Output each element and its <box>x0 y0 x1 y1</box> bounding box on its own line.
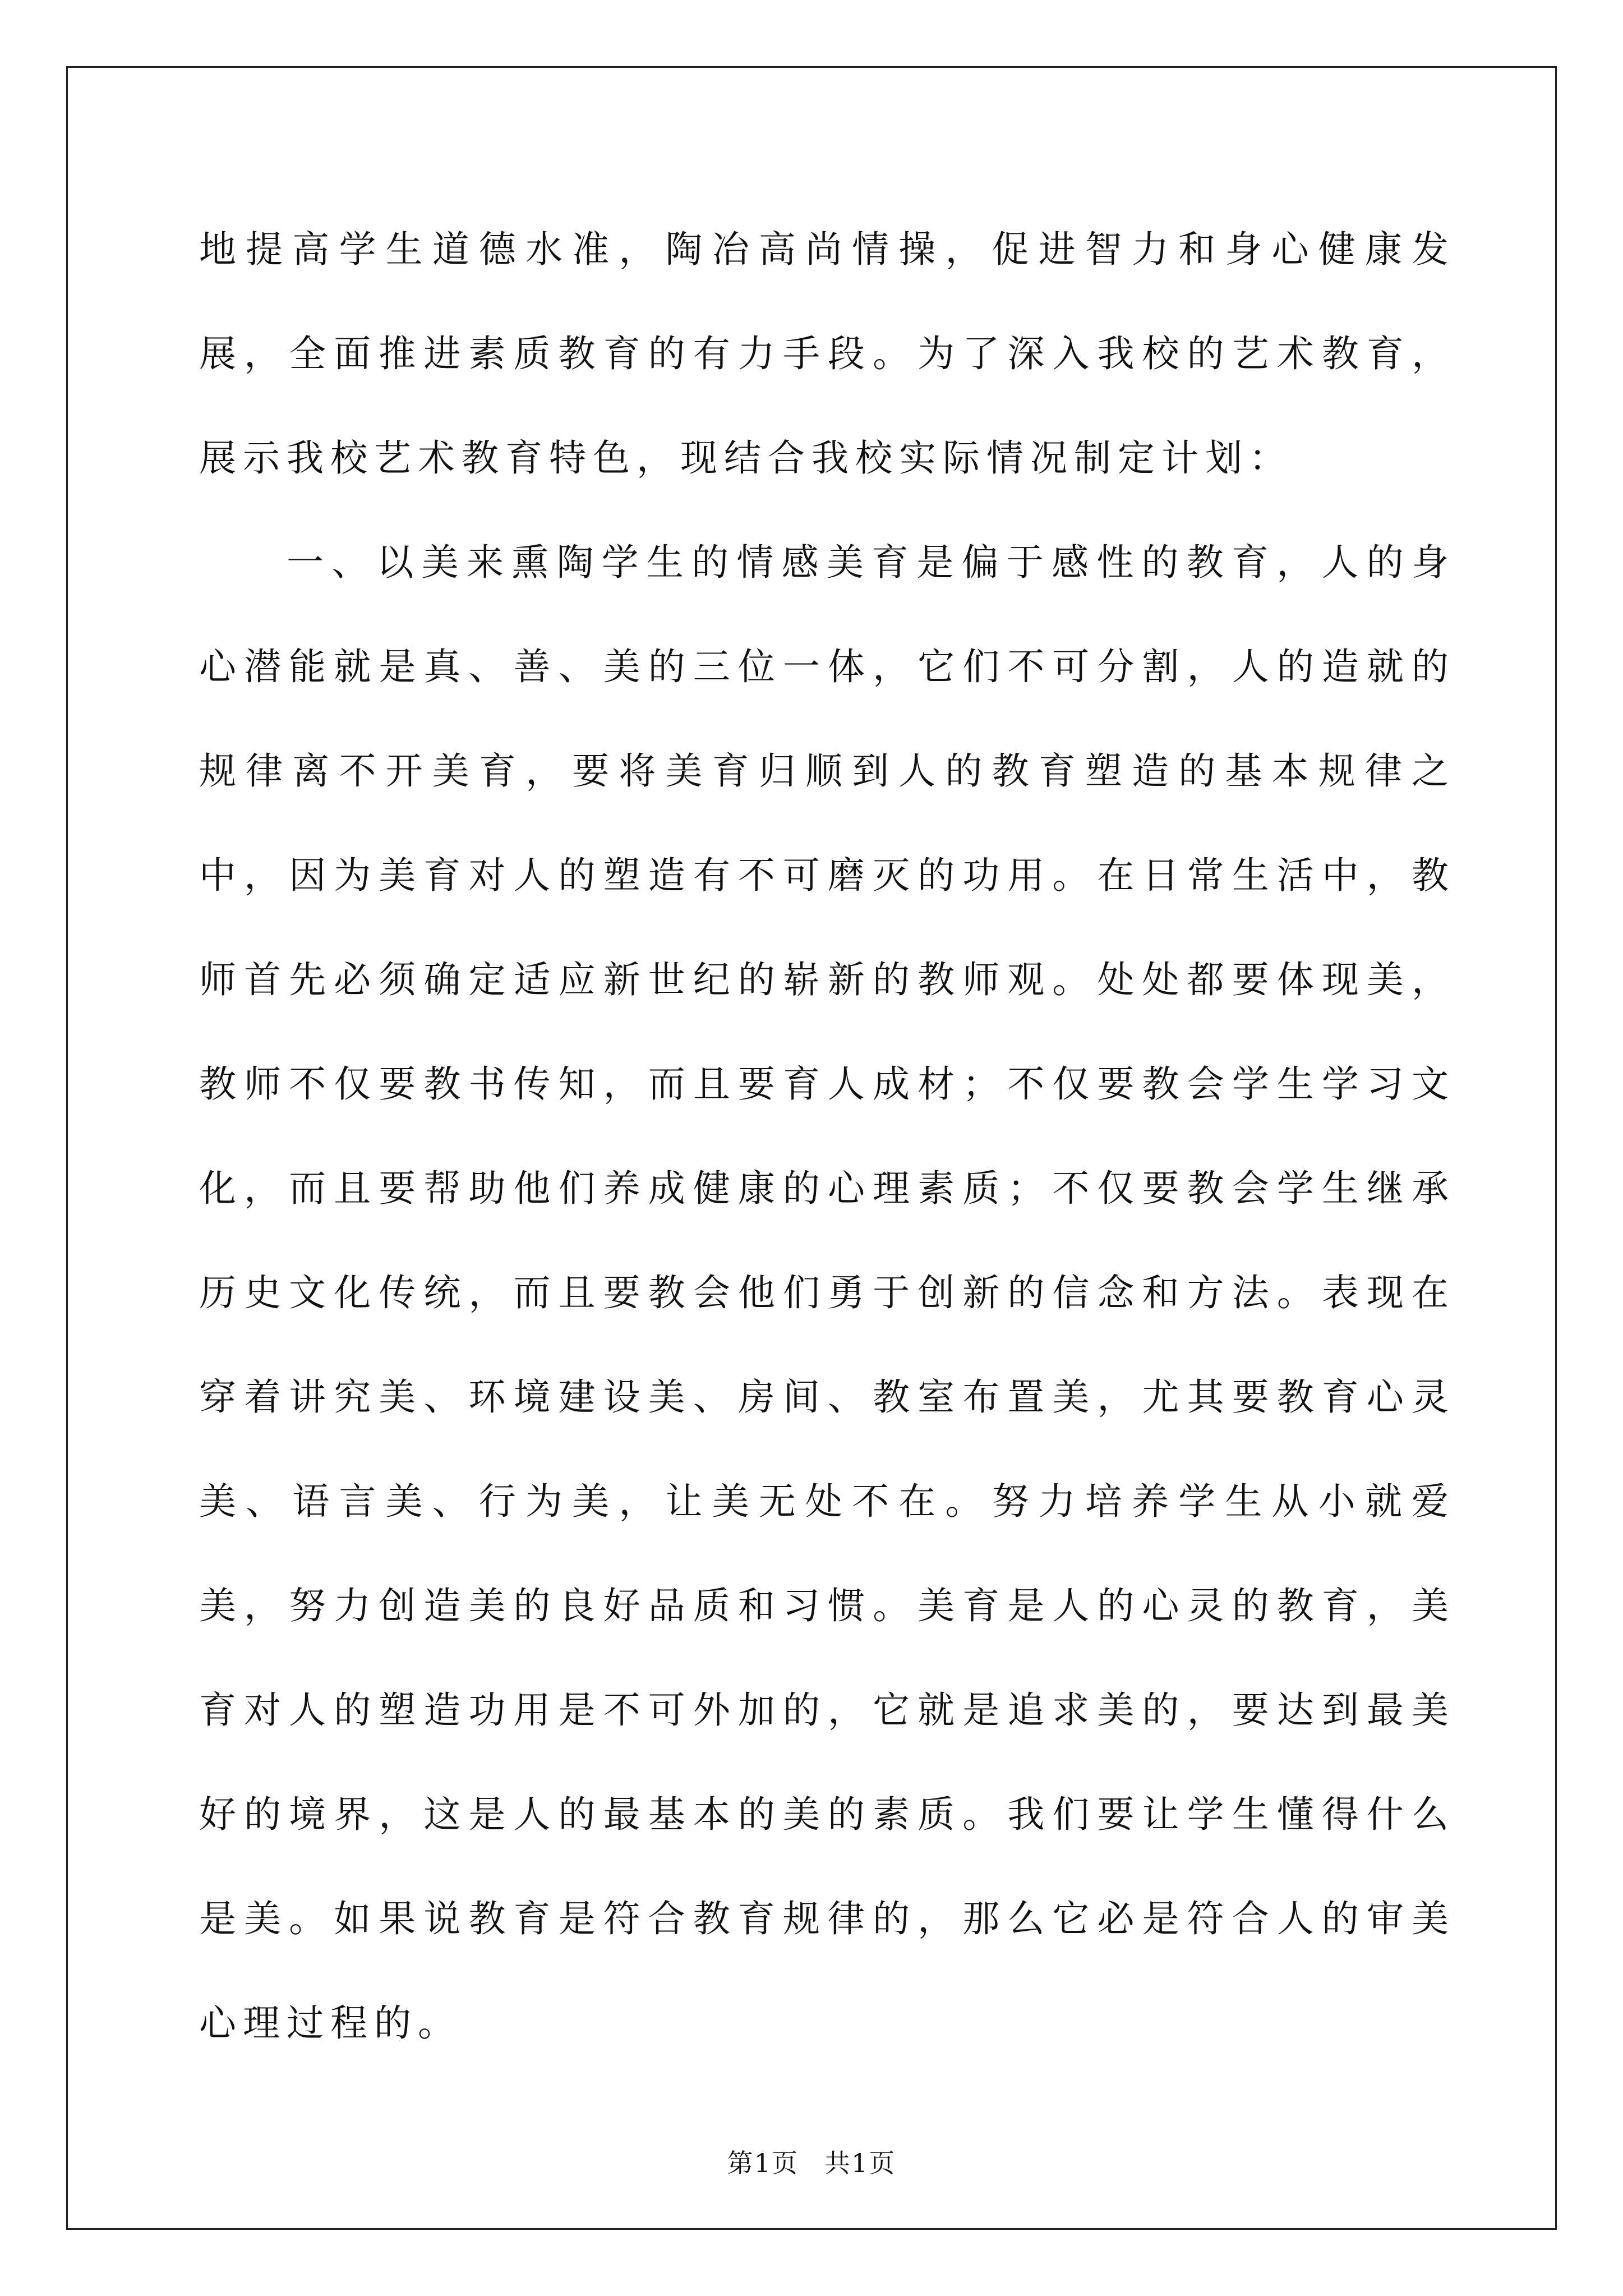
page-total: 共1页 <box>824 2148 896 2178</box>
page-number: 第1页 <box>727 2148 799 2178</box>
paragraph-1: 地提高学生道德水准，陶冶高尚情操，促进智力和身心健康发展，全面推进素质教育的有力手段。为了深入我校的艺术教育，展示我校艺术教育特色，现结合我校实际情况制定计划： <box>199 228 1455 480</box>
page-footer <box>0 2143 1623 2180</box>
paragraph-2: 一、以美来熏陶学生的情感美育是偏于感性的教育，人的身心潜能就是真、善、美的三位一体，它们不可分割，人的造就的规律离不开美育，要将美育归顺到人的教育塑造的基本规律之中，因为美育对人的塑造有不可磨灭的功用。在日常生活中，教师首先必须确定适应新世纪的崭新的教师观。处处都要体现美，教师不仅要教书传知，而且要育人成材；不仅要教会学生学习文化，而且要帮助他们养成健康的心理素质；不仅要教会学生继承历史文化传统，而且要教会他们勇于创新的信念和方法。表现在穿着讲究美、环境建设美、房间、教室布置美，尤其要教育心灵美、语言美、行为美，让美无处不在。努力培养学生从小就爱美，努力创造美的良好品质和习惯。美育是人的心灵的教育，美育对人的塑造功用是不可外加的，它就是追求美的，要达到最美好的境界，这是人的最基本的美的素质。我们要让学生懂得什么是美。如果说教育是符合教育规律的，那么它必是符合人的审美心理过程的。 <box>199 541 1455 2045</box>
document-body <box>199 197 1455 2076</box>
